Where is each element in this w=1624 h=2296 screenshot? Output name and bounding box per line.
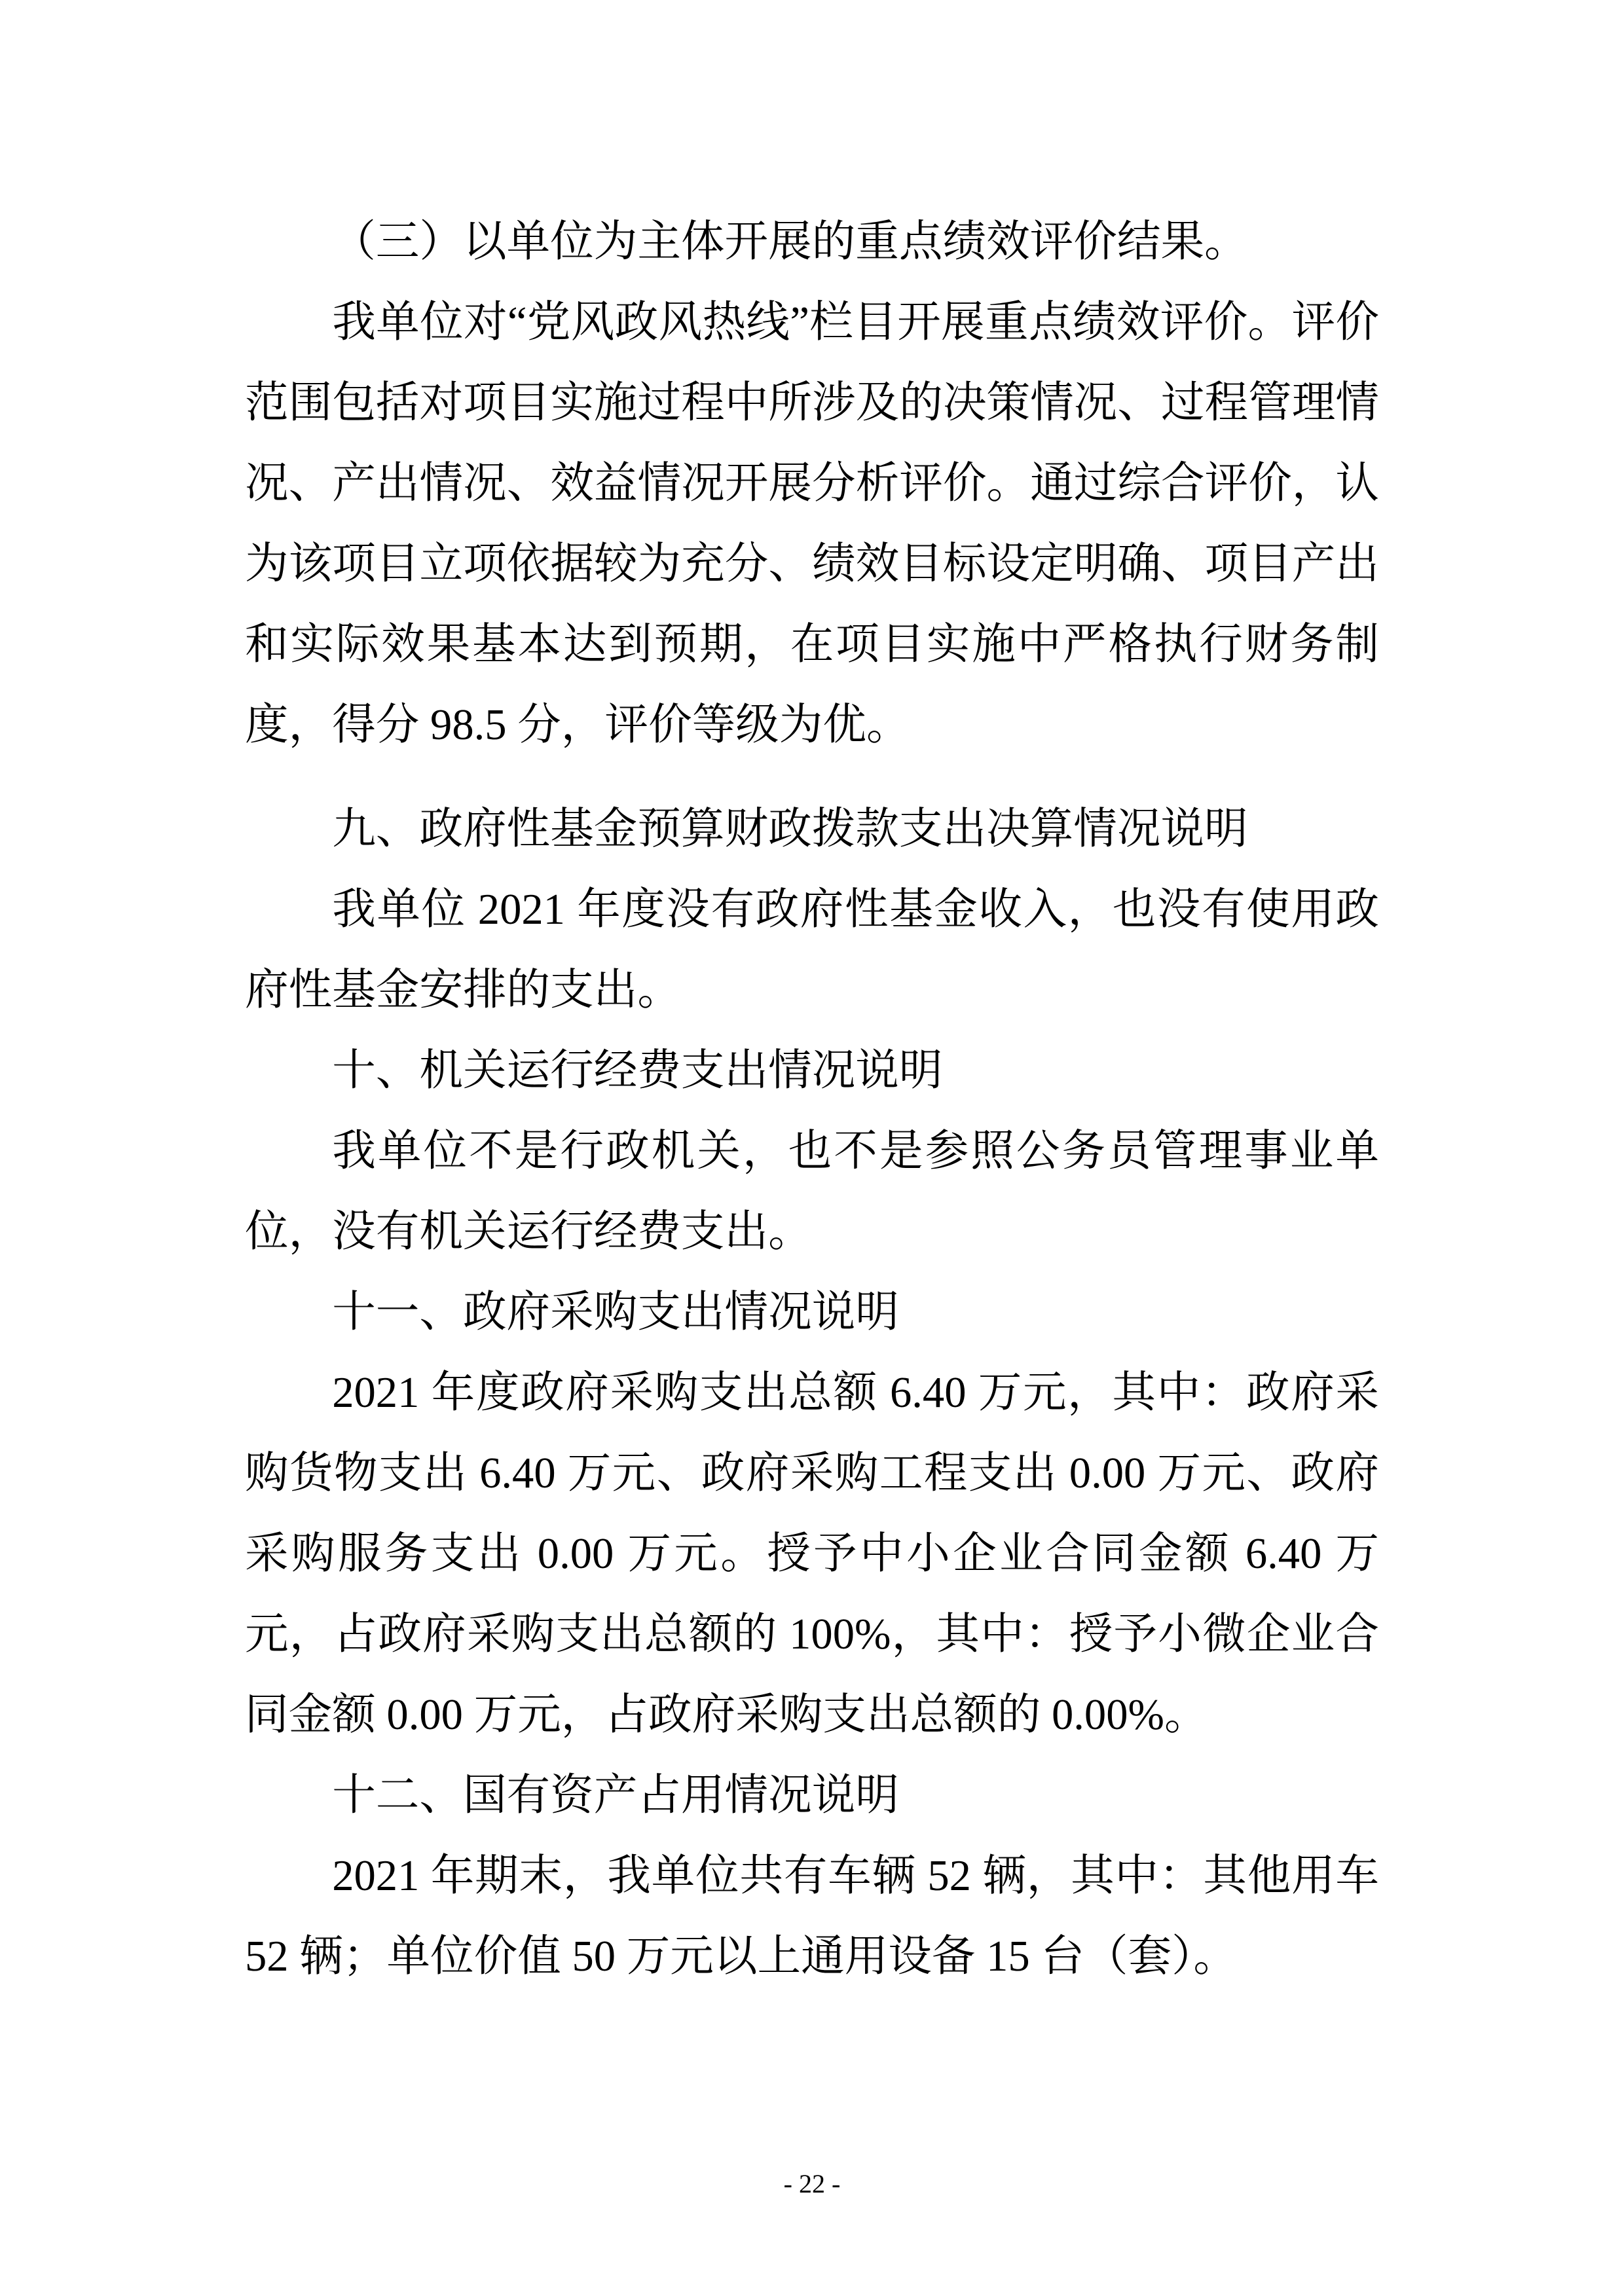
para-agency-operating-expense-statement: 我单位不是行政机关，也不是参照公务员管理事业单位，没有机关运行经费支出。 [245,1127,1379,1256]
para-state-owned-assets-statement: 2021 年期末，我单位共有车辆 52 辆，其中：其他用车 52 辆；单位价值 50 万元以上通用设备 15 台（套）。 [245,1852,1379,1980]
document-body [245,202,1379,1997]
para-performance-evaluation-detail: 我单位对“党风政风热线”栏目开展重点绩效评价。评价范围包括对项目实施过程中所涉及的决策情况、过程管理情况、产出情况、效益情况开展分析评价。通过综合评价，认为该项目立项依据较为充分、绩效目标设定明确、项目产出和实际效果基本达到预期，在项目实施中严格执行财务制度，得分 98.5 分，评价等级为优。 [245,299,1379,749]
heading-9-government-fund-budget-expenditure: 九、政府性基金预算财政拨款支出决算情况说明 [332,805,1248,853]
heading-11-government-procurement-expenditure: 十一、政府采购支出情况说明 [332,1288,899,1336]
para-government-fund-statement: 我单位 2021 年度没有政府性基金收入，也没有使用政府性基金安排的支出。 [245,886,1379,1014]
heading-10-agency-operating-expense: 十、机关运行经费支出情况说明 [332,1046,943,1095]
subsection-heading-key-performance-evaluation-result: （三）以单位为主体开展的重点绩效评价结果。 [332,218,1248,266]
para-government-procurement-statement: 2021 年度政府采购支出总额 6.40 万元，其中：政府采购货物支出 6.40 万元、政府采购工程支出 0.00 万元、政府采购服务支出 0.00 万元。授予中小企业合同金额 6.40 万元，占政府采购支出总额的 100%，其中：授予小微企业合同金额 0.00 万元，占政府采购支出总额的 0.00%。 [245,1369,1379,1739]
heading-12-state-owned-assets-occupancy: 十二、国有资产占用情况说明 [332,1771,899,1819]
page-number: - 22 - [783,2169,841,2198]
page-footer [0,2168,1624,2200]
